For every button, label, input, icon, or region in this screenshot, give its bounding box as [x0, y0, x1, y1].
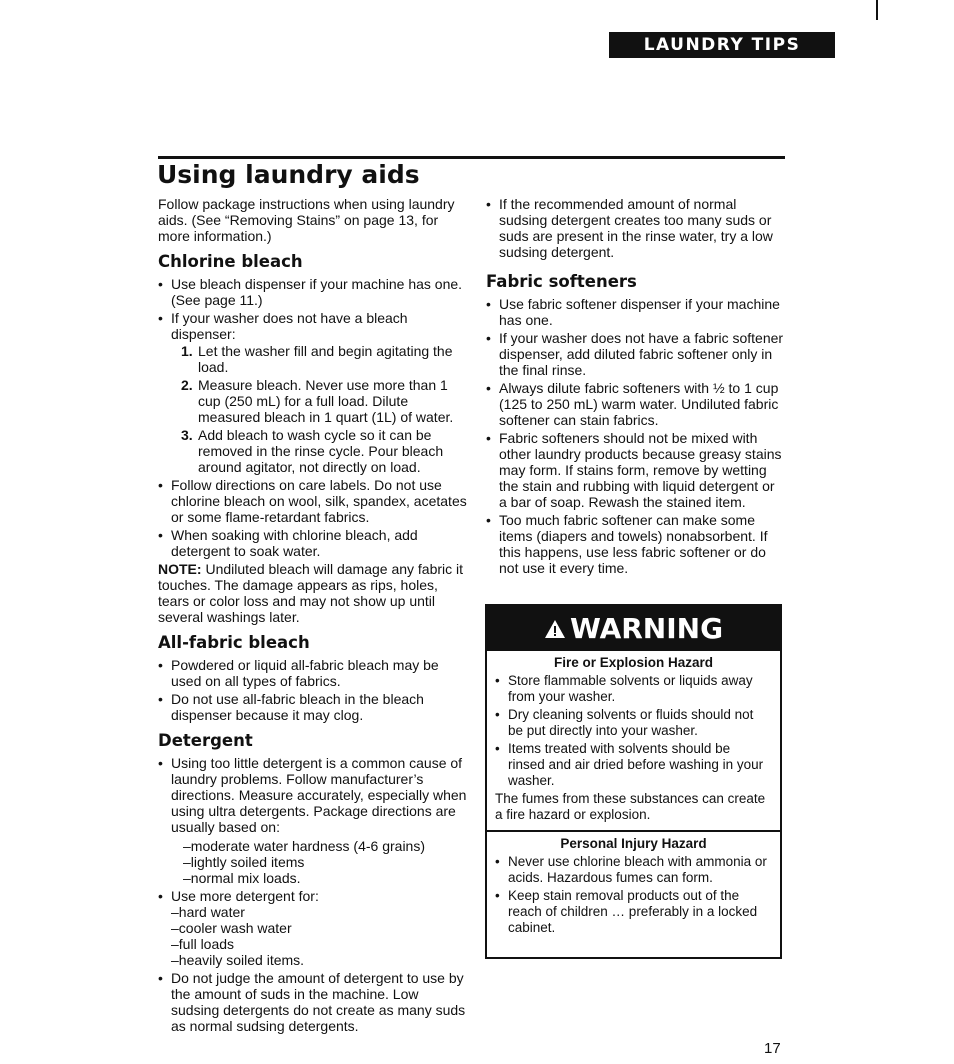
- list-item: • If the recommended amount of normal sudsing detergent creates too many suds or suds are present in the rinse water, try a low sudsing detergent.: [486, 196, 786, 260]
- title-rule: [158, 156, 785, 159]
- step-number: 3.: [181, 427, 193, 443]
- list-item: • Too much fabric softener can make some items (diapers and towels) nonabsorbent. If this happens, use less fabric softener or do not use it every time.: [486, 512, 786, 576]
- fire-hazard-title: Fire or Explosion Hazard: [553, 655, 714, 670]
- list-item: • Fabric softeners should not be mixed with other laundry products because greasy stains may form. If stains form, remove by wetting the stain and rubbing with liquid detergent or a bar of soap. Rewash the stained item.: [486, 430, 786, 510]
- all-fabric-bleach-heading: All-fabric bleach: [158, 633, 310, 652]
- sub-item: –moderate water hardness (4-6 grains): [183, 838, 426, 854]
- list-item: • Store flammable solvents or liquids away from your washer.: [495, 673, 770, 705]
- step-text: Measure bleach. Never use more than 1 cup (250 mL) for a full load. Dilute measured bleach in 1 quart (1L) of water.: [198, 377, 454, 425]
- list-item: • Always dilute fabric softeners with ½ to 1 cup (125 to 250 mL) warm water. Undiluted fabric softener can stain fabrics.: [486, 380, 786, 428]
- list-item: • Items treated with solvents should be rinsed and air dried before washing in your washer.: [495, 741, 770, 789]
- bleach-note: [158, 561, 468, 625]
- injury-hazard-list: [495, 854, 770, 936]
- right-column: [486, 196, 786, 578]
- list-item-text: If your washer does not have a bleach dispenser:: [171, 310, 408, 342]
- step-item: [171, 427, 468, 475]
- warning-label: WARNING: [569, 612, 724, 645]
- list-item: • Follow directions on care labels. Do not use chlorine bleach on wool, silk, spandex, acetates or some flame-retardant fabrics.: [158, 477, 468, 525]
- bleach-steps: [171, 343, 468, 475]
- intro-text: Follow package instructions when using laundry aids. (See “Removing Stains” on page 13, for more information.): [158, 196, 455, 244]
- detergent-heading: Detergent: [158, 731, 253, 750]
- list-item: • Use bleach dispenser if your machine has one. (See page 11.): [158, 276, 468, 308]
- list-item: [158, 755, 468, 886]
- hazard-divider: [487, 830, 780, 832]
- list-item: • When soaking with chlorine bleach, add detergent to soak water.: [158, 527, 468, 559]
- list-item-text: Use more detergent for:: [171, 888, 319, 904]
- list-item: • Use fabric softener dispenser if your machine has one.: [486, 296, 786, 328]
- list-item: [158, 888, 468, 968]
- list-item: • Do not use all-fabric bleach in the bleach dispenser because it may clog.: [158, 691, 468, 723]
- chlorine-bleach-list: [158, 276, 468, 559]
- list-item: • Dry cleaning solvents or fluids should not be put directly into your washer.: [495, 707, 770, 739]
- sub-item: –lightly soiled items: [183, 854, 305, 870]
- section-header-label: LAUNDRY TIPS: [643, 35, 801, 55]
- chlorine-bleach-heading: Chlorine bleach: [158, 252, 303, 271]
- step-item: [171, 343, 468, 375]
- sub-item: –cooler wash water: [171, 920, 292, 936]
- fire-hazard-body: [487, 673, 780, 823]
- step-text: Let the washer fill and begin agitating the load.: [198, 343, 453, 375]
- detergent-list: [158, 755, 468, 1034]
- step-number: 2.: [181, 377, 193, 393]
- page-edge-mark: [876, 0, 878, 20]
- left-column: [158, 196, 468, 1036]
- list-item: • Powdered or liquid all-fabric bleach may be used on all types of fabrics.: [158, 657, 468, 689]
- fire-hazard-note: The fumes from these substances can create a fire hazard or explosion.: [495, 791, 766, 822]
- fire-hazard-list: [495, 673, 770, 789]
- warning-box: [485, 604, 782, 959]
- step-number: 1.: [181, 343, 193, 359]
- list-item: • If your washer does not have a fabric softener dispenser, add diluted fabric softener only in the final rinse.: [486, 330, 786, 378]
- warning-triangle-icon: [544, 619, 566, 639]
- note-text: Undiluted bleach will damage any fabric it touches. The damage appears as rips, holes, tears or color loss and may not show up until several washings later.: [158, 561, 464, 625]
- note-label: NOTE:: [158, 561, 202, 577]
- page-title: Using laundry aids: [157, 160, 420, 189]
- step-item: [171, 377, 468, 425]
- list-item-text: Using too little detergent is a common cause of laundry problems. Follow manufacturer’s directions. Measure accurately, especially when using ultra detergents. Package directions are usually based on:: [171, 755, 467, 835]
- section-header-bar: [609, 32, 835, 58]
- warning-header: [487, 606, 780, 651]
- sub-item: –normal mix loads.: [183, 870, 301, 886]
- fabric-softeners-list: [486, 296, 786, 576]
- list-item: [158, 310, 468, 475]
- list-item: • Keep stain removal products out of the reach of children … preferably in a locked cabinet.: [495, 888, 770, 936]
- all-fabric-bleach-list: [158, 657, 468, 723]
- injury-hazard-title: Personal Injury Hazard: [560, 836, 707, 851]
- list-item: • Do not judge the amount of detergent to use by the amount of suds in the machine. Low sudsing detergents do not create as many suds as normal sudsing detergents.: [158, 970, 468, 1034]
- step-text: Add bleach to wash cycle so it can be removed in the rinse cycle. Pour bleach around agitator, not directly on load.: [198, 427, 444, 475]
- sub-item: –full loads: [171, 936, 235, 952]
- sub-item: –heavily soiled items.: [171, 952, 305, 968]
- fabric-softeners-heading: Fabric softeners: [486, 272, 637, 291]
- page-number: 17: [764, 1040, 781, 1057]
- detergent-list-continued: [486, 196, 786, 260]
- injury-hazard-body: [487, 854, 780, 936]
- sub-item: –hard water: [171, 904, 245, 920]
- list-item: • Never use chlorine bleach with ammonia or acids. Hazardous fumes can form.: [495, 854, 770, 886]
